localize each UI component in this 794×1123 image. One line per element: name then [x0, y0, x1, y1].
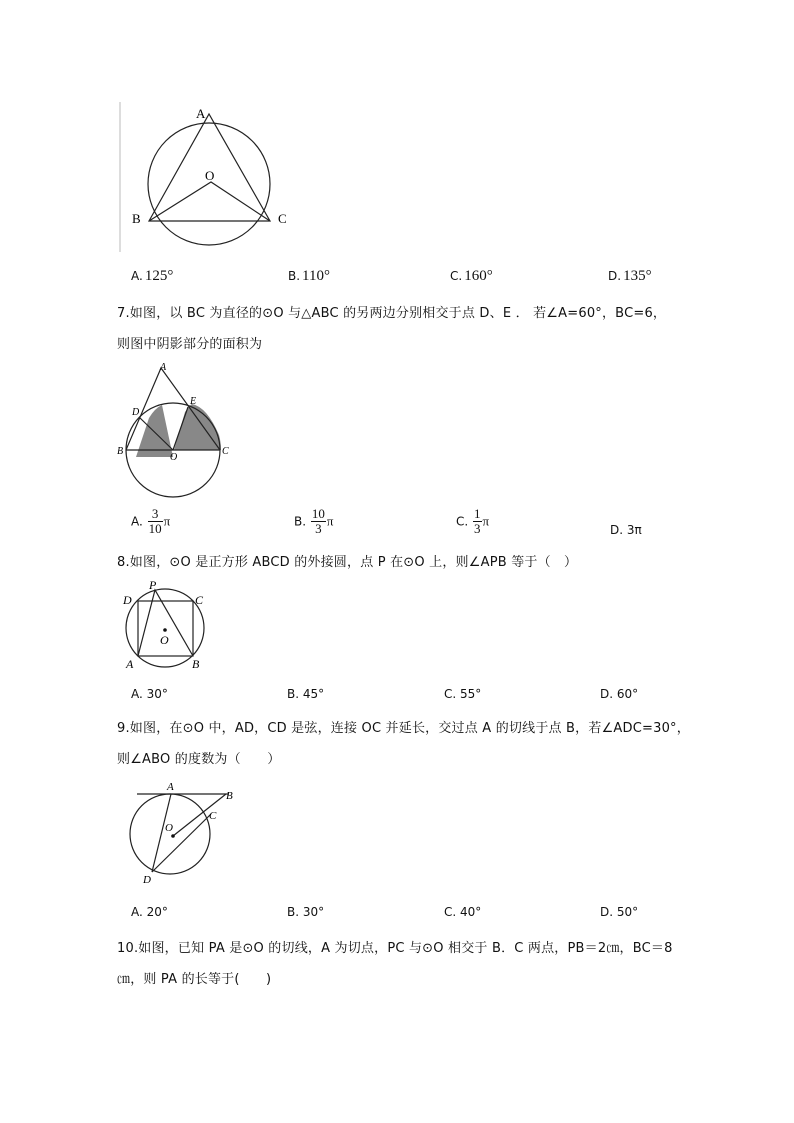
q7-option-b: B. $\frac{10}{3}$ π — [294, 506, 334, 536]
label-c: C — [209, 810, 217, 822]
q9-option-c: C. 40° — [444, 905, 482, 919]
q7-option-c: C. $\frac{1}{3}$ π — [456, 506, 490, 536]
q7-option-d: D. 3π — [610, 523, 642, 537]
q8-option-a: A. 30° — [131, 687, 168, 701]
q7-option-a-fraction: $\frac{3}{10}$ — [148, 506, 162, 536]
q7-option-c-fraction: $\frac{1}{3}$ — [474, 506, 481, 536]
label-a: A — [167, 781, 174, 793]
circle-o — [130, 794, 210, 874]
figure-q9 — [125, 780, 255, 890]
q6-option-b: B. 110° — [288, 268, 330, 284]
label-d: D — [123, 593, 132, 607]
q8-option-b: B. 45° — [287, 687, 325, 701]
q8-text: 8.如图，⊙O 是正方形 ABCD 的外接圆，点 P 在⊙O 上，则∠APB 等于（ ） — [117, 555, 578, 570]
q7-text-line1: 7.如图，以 BC 为直径的⊙O 与△ABC 的另两边分别相交于点 D、E ． 若∠A=60°，BC=6， — [117, 306, 667, 321]
q8-option-d: D. 60° — [600, 687, 639, 701]
q6-option-d: D. 135° — [608, 268, 652, 284]
q7-option-b-fraction: $\frac{10}{3}$ — [311, 506, 325, 536]
label-b: B — [226, 790, 233, 802]
label-o: O — [170, 452, 178, 463]
label-d: D — [143, 874, 151, 886]
q9-text-line2: 则∠ABO 的度数为（ ） — [117, 752, 281, 767]
q9-option-b: B. 30° — [287, 905, 325, 919]
q6-option-c: C. 160° — [450, 268, 493, 284]
q9-text-line1: 9.如图，在⊙O 中，AD，CD 是弦，连接 OC 并延长，交过点 A 的切线于点 B，若∠ADC=30°， — [117, 721, 690, 736]
q7-text-line2: 则图中阴影部分的面积为 — [117, 337, 263, 352]
label-p: P — [149, 578, 157, 592]
line-ocb — [173, 794, 226, 836]
q9-option-d: D. 50° — [600, 905, 639, 919]
q8-option-c: C. 55° — [444, 687, 482, 701]
label-a: A — [126, 657, 134, 671]
figure-q7 — [115, 360, 240, 500]
q6-option-a: A. 125° — [131, 268, 174, 284]
center-dot — [171, 834, 175, 838]
center-dot — [163, 628, 167, 632]
label-o: O — [160, 633, 169, 647]
q7-option-a: A. $\frac{3}{10}$ π — [131, 506, 171, 536]
chord-dc — [152, 814, 211, 872]
label-b: B — [132, 211, 141, 226]
label-e: E — [190, 396, 197, 407]
q10-text-line2: ㎝，则 PA 的长等于( ) — [117, 972, 272, 987]
figure-q8 — [118, 578, 218, 673]
label-b: B — [192, 657, 200, 671]
q10-text-line1: 10.如图，已知 PA 是⊙O 的切线，A 为切点，PC 与⊙O 相交于 B．C 两点，PB＝2㎝，BC＝8 — [117, 941, 673, 956]
label-o: O — [205, 168, 215, 183]
figure-q6 — [115, 100, 305, 255]
label-c: C — [278, 211, 287, 226]
label-c: C — [222, 446, 229, 457]
label-a: A — [160, 362, 167, 373]
label-o: O — [165, 822, 173, 834]
label-d: D — [132, 407, 140, 418]
q9-option-a: A. 20° — [131, 905, 168, 919]
label-b: B — [117, 446, 124, 457]
label-a: A — [196, 106, 206, 121]
label-c: C — [195, 593, 204, 607]
circle-o — [148, 123, 270, 245]
